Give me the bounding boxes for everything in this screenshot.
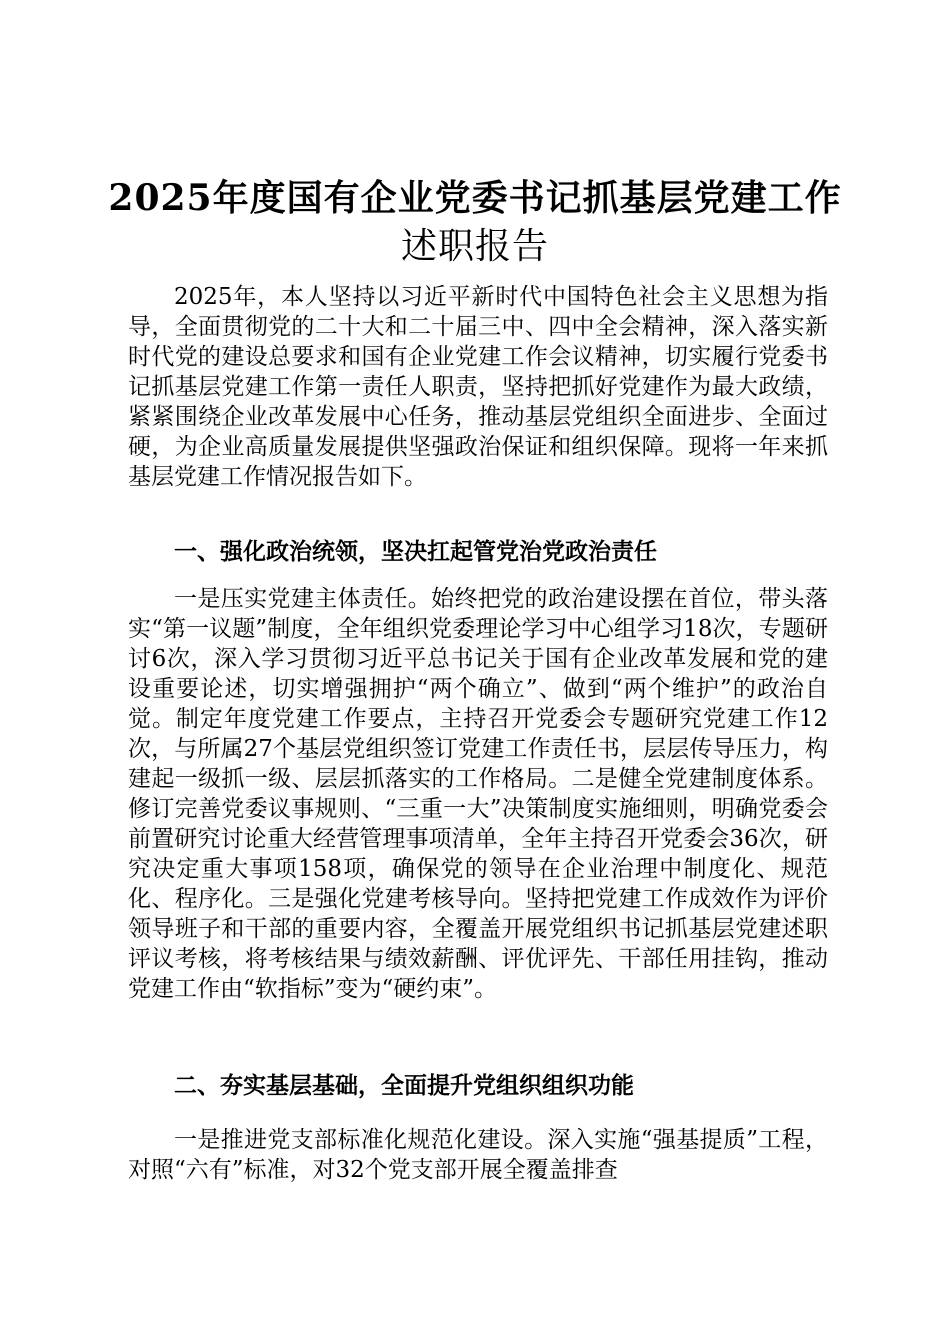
section2-paragraph: 一是推进党支部标准化规范化建设。深入实施“强基提质”工程，对照“六有”标准，对32个党支部开展全覆盖排查 — [128, 1127, 828, 1183]
intro-paragraph: 2025年，本人坚持以习近平新时代中国特色社会主义思想为指导，全面贯彻党的二十大和二十届三中、四中全会精神，深入落实新时代党的建设总要求和国有企业党建工作会议精神，切实履行党委书记抓基层党建工作第一责任人职责，坚持把抓好党建作为最大政绩，紧紧围绕企业改革发展中心任务，推动基层党组织全面进步、全面过硬，为企业高质量发展提供坚强政治保证和组织保障。现将一年来抓基层党建工作情况报告如下。 — [128, 284, 828, 490]
document-title: 2025年度国有企业党委书记抓基层党建工作 — [108, 177, 842, 219]
document-title-line2: 述职报告 — [400, 226, 549, 267]
section1-heading: 一、强化政治统领，坚决扛起管党治党政治责任 — [174, 539, 657, 565]
section2-heading: 二、夯实基层基础，全面提升党组织组织功能 — [174, 1073, 634, 1099]
section1-paragraph: 一是压实党建主体责任。始终把党的政治建设摆在首位，带头落实“第一议题”制度，全年组织党委理论学习中心组学习18次，专题研讨6次，深入学习贯彻习近平总书记关于国有企业改革发展和党的建设重要论述，切实增强拥护“两个确立”、做到“两个维护”的政治自觉。制定年度党建工作要点，主持召开党委会专题研究党建工作12次，与所属27个基层党组织签订党建工作责任书，层层传导压力，构建起一级抓一级、层层抓落实的工作格局。二是健全党建制度体系。修订完善党委议事规则、“三重一大”决策制度实施细则，明确党委会前置研究讨论重大经营管理事项清单，全年主持召开党委会36次，研究决定重大事项158项，确保党的领导在企业治理中制度化、规范化、程序化。三是强化党建考核导向。坚持把党建工作成效作为评价领导班子和干部的重要内容，全覆盖开展党组织书记抓基层党建述职评议考核，将考核结果与绩效薪酬、评优评先、干部任用挂钩，推动党建工作由“软指标”变为“硬约束”。 — [128, 586, 828, 1002]
